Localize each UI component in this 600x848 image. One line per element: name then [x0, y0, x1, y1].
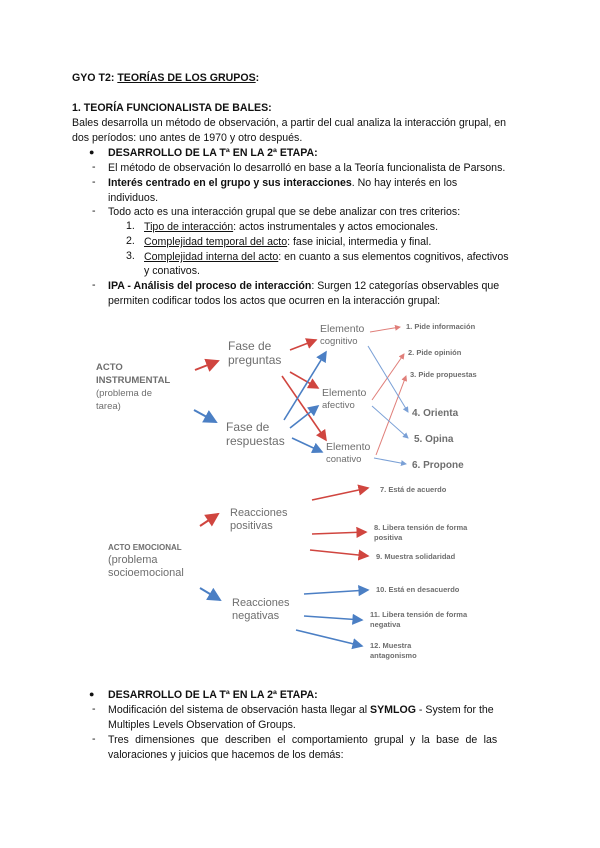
arrow	[282, 376, 326, 440]
arrow	[304, 616, 362, 620]
intro-line-1: Bales desarrolla un método de observación, a partir del cual analiza la interacción grupal, en	[72, 117, 507, 129]
stage2-item-2: Tres dimensiones que describen el comportamiento grupal y la base de las	[108, 734, 498, 746]
stage1-item-2: Interés centrado en el grupo y sus interacciones. No hay interés en los	[108, 177, 458, 189]
arrow	[374, 458, 406, 464]
category-12: antagonismo	[370, 651, 417, 660]
reacciones-negativas-label: Reacciones	[232, 597, 290, 609]
stage2-item-1-cont: Multiples Levels Observation of Groups.	[108, 719, 296, 731]
arrow	[312, 532, 366, 534]
elemento-cognitivo-label: cognitivo	[320, 336, 358, 347]
dash-marker: -	[92, 176, 96, 188]
category-11: negativa	[370, 620, 401, 629]
dash-marker: -	[92, 279, 96, 291]
acto-instrumental-sub: (problema de	[96, 388, 152, 399]
arrow	[292, 438, 322, 452]
fase-preguntas-label: preguntas	[228, 353, 282, 367]
reacciones-negativas-label: negativas	[232, 610, 280, 622]
criteria-number: 1.	[126, 220, 135, 232]
bullet-icon: ●	[89, 147, 95, 157]
criteria-item-cont: y conativos.	[144, 265, 200, 277]
stage2-heading: DESARROLLO DE LA Tª EN LA 2ª ETAPA:	[108, 689, 318, 701]
bullet-icon: ●	[89, 689, 95, 699]
ipa-diagram	[0, 310, 600, 670]
category-3: 3. Pide propuestas	[410, 370, 477, 379]
ipa-line-1: IPA - Análisis del proceso de interacción: Surgen 12 categorías observables que	[108, 280, 500, 292]
stage2-item-1: Modificación del sistema de observación hasta llegar al SYMLOG - System for the	[108, 704, 494, 716]
acto-emocional-label: ACTO EMOCIONAL	[108, 543, 182, 552]
criteria-number: 3.	[126, 250, 135, 262]
arrow	[310, 550, 368, 556]
acto-instrumental-label: INSTRUMENTAL	[96, 375, 171, 386]
elemento-afectivo-label: Elemento	[322, 387, 367, 399]
category-11: 11. Libera tensión de forma	[370, 610, 468, 619]
section-heading: 1. TEORÍA FUNCIONALISTA DE BALES:	[72, 102, 272, 114]
arrow	[312, 488, 368, 500]
acto-instrumental-sub: tarea)	[96, 401, 121, 412]
criteria-item: Tipo de interacción: actos instrumentales y actos emocionales.	[144, 221, 439, 233]
arrow	[200, 588, 220, 600]
arrow	[200, 514, 218, 526]
arrow	[195, 361, 218, 370]
intro-line-2: dos períodos: uno antes de 1970 y otro después.	[72, 132, 303, 144]
arrow	[368, 346, 408, 412]
category-10: 10. Está en desacuerdo	[376, 585, 460, 594]
arrow	[290, 340, 316, 350]
dash-marker: -	[92, 161, 96, 173]
fase-preguntas-label: Fase de	[228, 339, 272, 353]
category-8: positiva	[374, 533, 403, 542]
fase-respuestas-label: Fase de	[226, 420, 270, 434]
category-4: 4. Orienta	[412, 408, 459, 419]
category-7: 7. Está de acuerdo	[380, 485, 447, 494]
elemento-afectivo-label: afectivo	[322, 400, 355, 411]
category-8: 8. Libera tensión de forma	[374, 523, 468, 532]
elemento-cognitivo-label: Elemento	[320, 323, 365, 335]
arrow	[194, 410, 216, 422]
elemento-conativo-label: Elemento	[326, 441, 371, 453]
arrow	[296, 630, 362, 646]
reacciones-positivas-label: positivas	[230, 520, 273, 532]
stage1-item-1: El método de observación lo desarrolló en base a la Teoría funcionalista de Parsons.	[108, 162, 506, 174]
dash-marker: -	[92, 703, 96, 715]
fase-respuestas-label: respuestas	[226, 434, 285, 448]
stage2-item-2-cont: valoraciones y juicios que hacemos de los demás:	[108, 749, 344, 761]
arrow	[290, 372, 318, 388]
category-6: 6. Propone	[412, 460, 464, 471]
stage1-item-3: Todo acto es una interacción grupal que se debe analizar con tres criterios:	[108, 206, 461, 218]
acto-instrumental-label: ACTO	[96, 362, 123, 373]
category-12: 12. Muestra	[370, 641, 412, 650]
acto-emocional-label: socioemocional	[108, 567, 184, 579]
category-1: 1. Pide información	[406, 322, 476, 331]
category-9: 9. Muestra solidaridad	[376, 552, 456, 561]
criteria-number: 2.	[126, 235, 135, 247]
criteria-item: Complejidad interna del acto: en cuanto a sus elementos cognitivos, afectivos	[144, 251, 509, 263]
acto-emocional-label: (problema	[108, 554, 158, 566]
arrow	[372, 406, 408, 438]
dash-marker: -	[92, 733, 96, 745]
reacciones-positivas-label: Reacciones	[230, 507, 288, 519]
criteria-item: Complejidad temporal del acto: fase inicial, intermedia y final.	[144, 236, 432, 248]
document-title: GYO T2: TEORÍAS DE LOS GRUPOS:	[72, 72, 260, 84]
stage1-item-2-cont: individuos.	[108, 192, 159, 204]
elemento-conativo-label: conativo	[326, 454, 362, 465]
stage1-heading: DESARROLLO DE LA Tª EN LA 2ª ETAPA:	[108, 147, 318, 159]
category-5: 5. Opina	[414, 434, 454, 445]
category-2: 2. Pide opinión	[408, 348, 462, 357]
dash-marker: -	[92, 205, 96, 217]
arrow	[304, 590, 368, 594]
arrow	[370, 327, 400, 332]
ipa-line-2: permiten codificar todos los actos que ocurren en la interacción grupal:	[108, 295, 441, 307]
